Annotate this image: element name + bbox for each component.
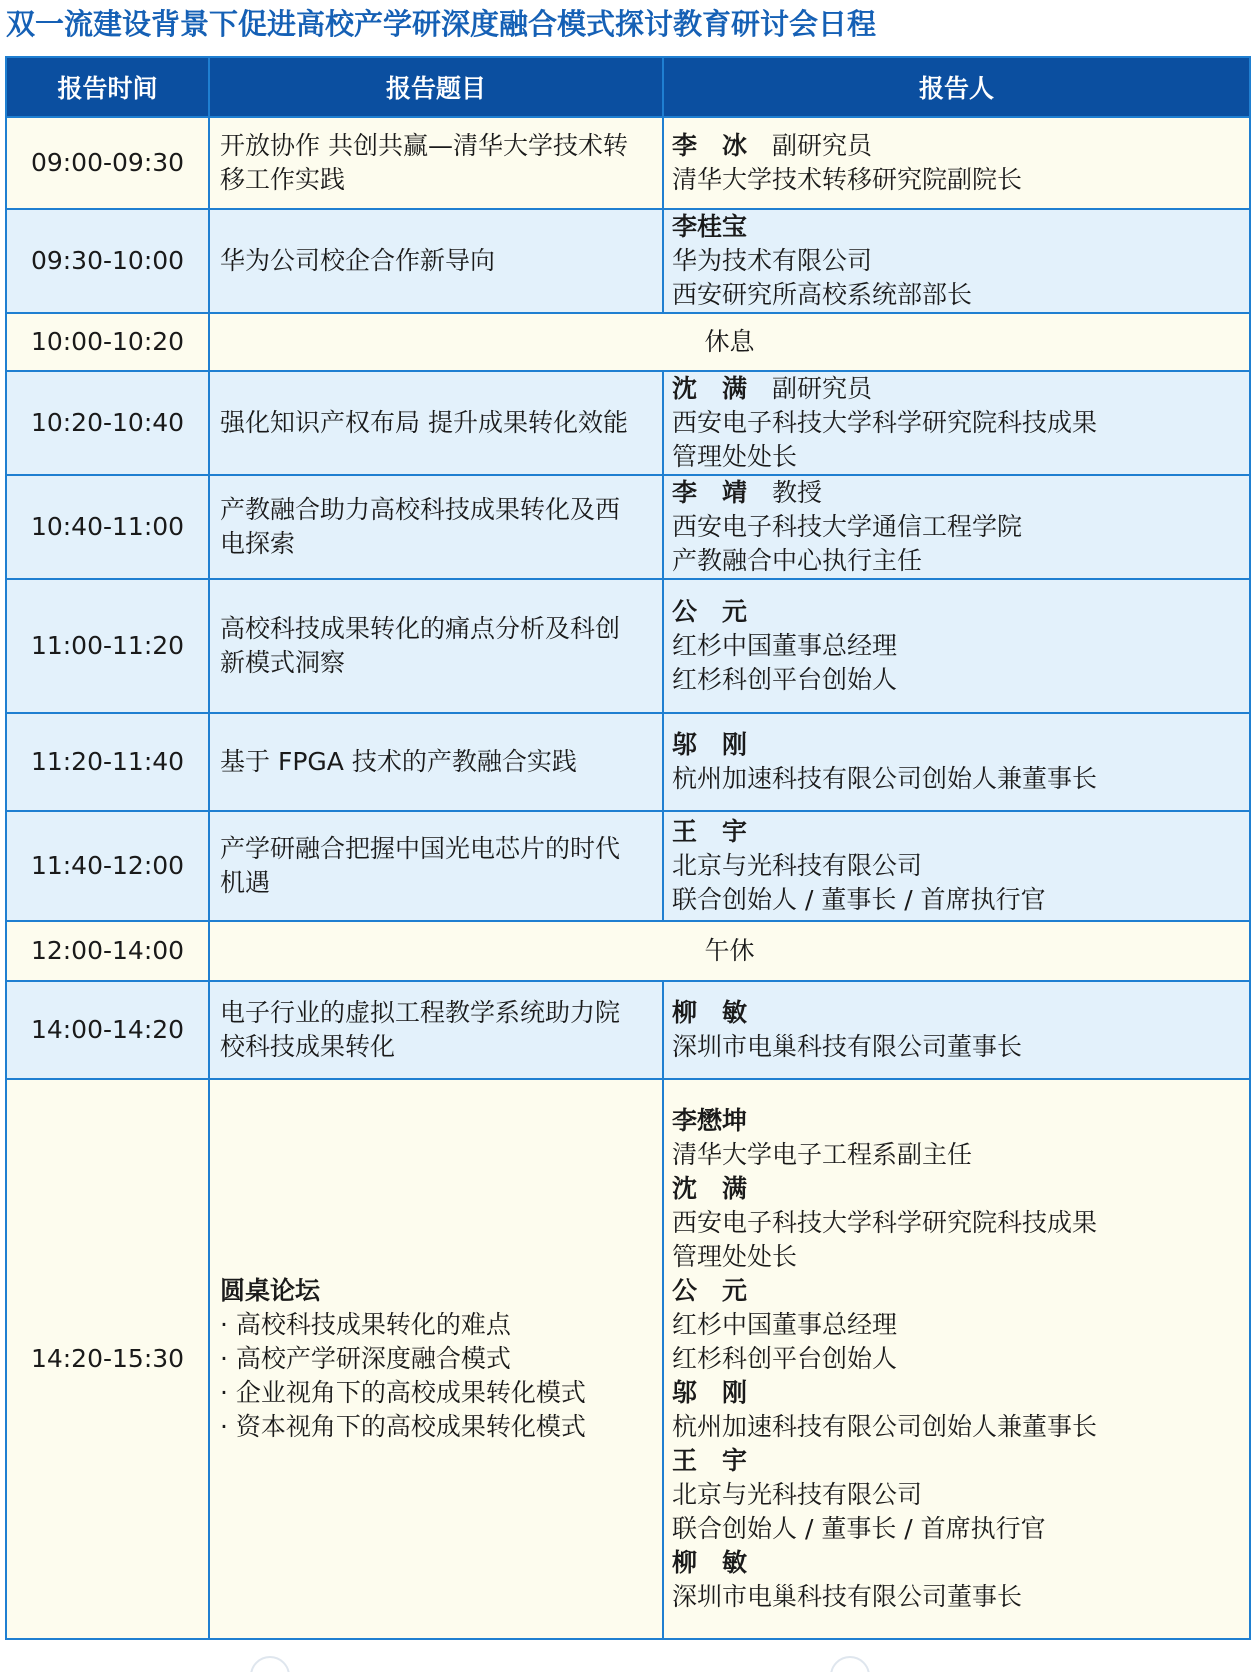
speaker-line: 联合创始人 / 董事长 / 首席执行官 <box>672 885 1046 914</box>
speaker-line: 清华大学技术转移研究院副院长 <box>672 165 1023 194</box>
speaker-name: 李懋坤 <box>672 1106 748 1135</box>
decorative-watermark <box>0 1652 1255 1672</box>
speaker-role: 副研究员 <box>772 131 873 160</box>
speaker-name: 沈 满 <box>672 374 748 403</box>
row-time: 11:20-11:40 <box>6 713 209 811</box>
row-speaker <box>663 713 1250 811</box>
row-topic <box>209 117 663 209</box>
row-topic <box>209 713 663 811</box>
row-speaker <box>663 371 1250 475</box>
speaker-name: 李 靖 <box>672 478 748 507</box>
speaker-name: 邬 刚 <box>672 1378 748 1407</box>
topic-line: 华为公司校企合作新导向 <box>220 246 496 275</box>
watermark-circle-icon <box>250 1656 290 1672</box>
forum-title: 圆桌论坛 <box>220 1276 321 1305</box>
row-speaker <box>663 209 1250 313</box>
speaker-line: 西安电子科技大学科学研究院科技成果 <box>672 1208 1098 1237</box>
speaker-name: 李 冰 <box>672 131 748 160</box>
row-speaker <box>663 579 1250 713</box>
speaker-line: 西安电子科技大学科学研究院科技成果 <box>672 408 1098 437</box>
row-topic <box>209 475 663 579</box>
table-row <box>6 579 1250 713</box>
speaker-line: 红杉中国董事总经理 <box>672 1310 898 1339</box>
speaker-line: 管理处处长 <box>672 442 798 471</box>
speaker-line: 深圳市电巢科技有限公司董事长 <box>672 1582 1023 1611</box>
speaker-line: 红杉中国董事总经理 <box>672 631 898 660</box>
forum-speakers <box>663 1079 1250 1639</box>
row-speaker <box>663 811 1250 921</box>
speaker-name: 王 宇 <box>672 1446 748 1475</box>
speaker-name: 李桂宝 <box>672 212 748 241</box>
forum-bullet: · 资本视角下的高校成果转化模式 <box>220 1412 586 1441</box>
speaker-line: 红杉科创平台创始人 <box>672 1344 898 1373</box>
table-row <box>6 475 1250 579</box>
row-topic <box>209 371 663 475</box>
topic-line: 产教融合助力高校科技成果转化及西 <box>220 495 621 524</box>
table-row <box>6 981 1250 1079</box>
table-row <box>6 811 1250 921</box>
topic-line: 电子行业的虚拟工程教学系统助力院 <box>220 998 621 1027</box>
schedule-table <box>5 56 1251 1640</box>
header-time: 报告时间 <box>6 57 209 117</box>
table-row <box>6 209 1250 313</box>
topic-line: 高校科技成果转化的痛点分析及科创 <box>220 614 621 643</box>
topic-line: 新模式洞察 <box>220 648 346 677</box>
row-speaker <box>663 117 1250 209</box>
speaker-line: 产教融合中心执行主任 <box>672 546 923 575</box>
speaker-line: 西安研究所高校系统部部长 <box>672 280 973 309</box>
forum-time: 14:20-15:30 <box>6 1079 209 1639</box>
table-row <box>6 371 1250 475</box>
watermark-circle-icon <box>830 1656 870 1672</box>
row-time: 11:40-12:00 <box>6 811 209 921</box>
header-speaker: 报告人 <box>663 57 1250 117</box>
row-time: 10:00-10:20 <box>6 313 209 371</box>
row-time: 11:00-11:20 <box>6 579 209 713</box>
row-time: 14:00-14:20 <box>6 981 209 1079</box>
table-row <box>6 117 1250 209</box>
table-header-row <box>6 57 1250 117</box>
row-topic <box>209 579 663 713</box>
speaker-line: 红杉科创平台创始人 <box>672 665 898 694</box>
speaker-name: 公 元 <box>672 1276 748 1305</box>
row-speaker <box>663 981 1250 1079</box>
speaker-line: 联合创始人 / 董事长 / 首席执行官 <box>672 1514 1046 1543</box>
page-title: 双一流建设背景下促进高校产学研深度融合模式探讨教育研讨会日程 <box>6 7 877 41</box>
topic-line: 机遇 <box>220 868 271 897</box>
speaker-name: 邬 刚 <box>672 730 748 759</box>
forum-bullet: · 企业视角下的高校成果转化模式 <box>220 1378 586 1407</box>
speaker-role: 教授 <box>772 478 823 507</box>
row-topic <box>209 209 663 313</box>
speaker-line: 西安电子科技大学通信工程学院 <box>672 512 1023 541</box>
topic-line: 强化知识产权布局 提升成果转化效能 <box>220 408 628 437</box>
speaker-line: 华为技术有限公司 <box>672 246 873 275</box>
speaker-name: 沈 满 <box>672 1174 748 1203</box>
row-speaker <box>663 475 1250 579</box>
row-time: 12:00-14:00 <box>6 921 209 981</box>
speaker-name: 柳 敏 <box>672 998 748 1027</box>
table-row <box>6 1079 1250 1639</box>
speaker-name: 王 宇 <box>672 817 748 846</box>
row-topic <box>209 811 663 921</box>
row-time: 09:30-10:00 <box>6 209 209 313</box>
topic-line: 基于 FPGA 技术的产教融合实践 <box>220 747 577 776</box>
row-time: 09:00-09:30 <box>6 117 209 209</box>
table-row <box>6 313 1250 371</box>
topic-line: 校科技成果转化 <box>220 1032 396 1061</box>
speaker-name: 柳 敏 <box>672 1548 748 1577</box>
topic-line: 产学研融合把握中国光电芯片的时代 <box>220 834 621 863</box>
speaker-name: 公 元 <box>672 597 748 626</box>
topic-line: 开放协作 共创共赢—清华大学技术转 <box>220 131 628 160</box>
forum-topic <box>209 1079 663 1639</box>
speaker-role: 副研究员 <box>772 374 873 403</box>
speaker-line: 北京与光科技有限公司 <box>672 851 923 880</box>
row-topic <box>209 981 663 1079</box>
speaker-line: 杭州加速科技有限公司创始人兼董事长 <box>672 764 1098 793</box>
break-label: 休息 <box>209 313 1250 371</box>
speaker-line: 管理处处长 <box>672 1242 798 1271</box>
topic-line: 电探索 <box>220 529 296 558</box>
speaker-line: 深圳市电巢科技有限公司董事长 <box>672 1032 1023 1061</box>
forum-bullet: · 高校产学研深度融合模式 <box>220 1344 511 1373</box>
table-row <box>6 921 1250 981</box>
topic-line: 移工作实践 <box>220 165 346 194</box>
speaker-line: 清华大学电子工程系副主任 <box>672 1140 973 1169</box>
table-row <box>6 713 1250 811</box>
speaker-line: 杭州加速科技有限公司创始人兼董事长 <box>672 1412 1098 1441</box>
speaker-line: 北京与光科技有限公司 <box>672 1480 923 1509</box>
header-topic: 报告题目 <box>209 57 663 117</box>
row-time: 10:20-10:40 <box>6 371 209 475</box>
row-time: 10:40-11:00 <box>6 475 209 579</box>
forum-bullet: · 高校科技成果转化的难点 <box>220 1310 511 1339</box>
break-label: 午休 <box>209 921 1250 981</box>
